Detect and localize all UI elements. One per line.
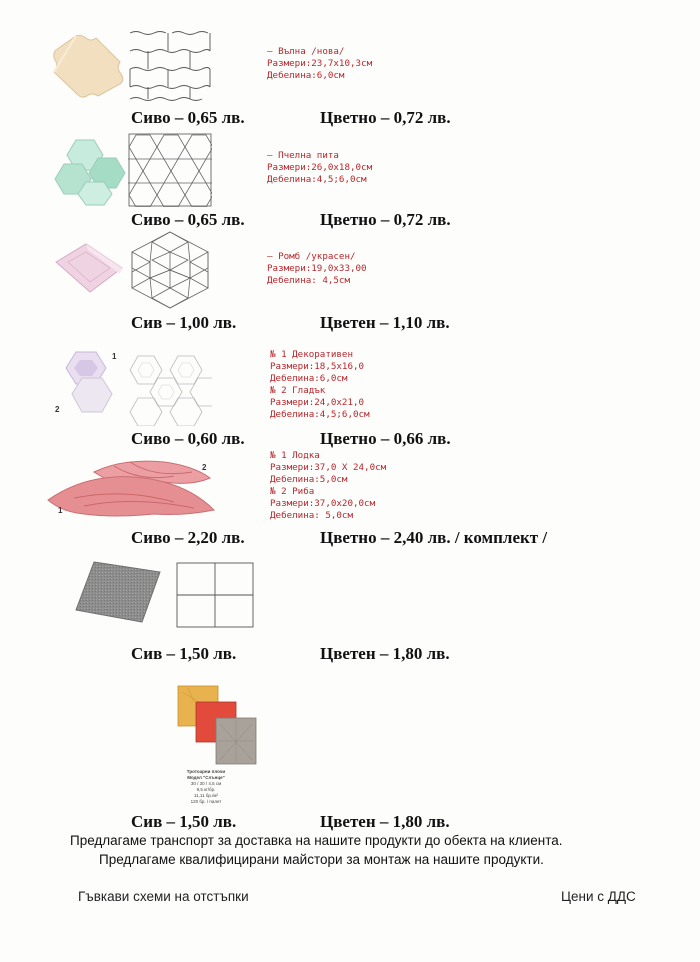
hexagon-tile-photo: [58, 350, 116, 416]
hexagon-price-grey: Сиво – 0,60 лв.: [131, 429, 245, 448]
vat-footer-text: Цени с ДДС: [561, 889, 636, 904]
boat-fish-spec-line: Дебелина: 5,0см: [270, 510, 353, 521]
hexagon-marker-1: 1: [112, 352, 117, 361]
boat-fish-spec-line: № 1 Лодка: [270, 450, 320, 461]
rhombus-spec-line: Дебелина: 4,5см: [267, 275, 350, 286]
boat-fish-tile-photo: [44, 452, 220, 524]
boat-fish-marker-1: 1: [58, 506, 63, 515]
hexagon-spec-line: Размери:24,0х21,0: [270, 397, 365, 408]
wave-spec-line: Дебелина:6,0см: [267, 70, 345, 81]
honeycomb-spec-line: Дебелина:4,5;6,0см: [267, 174, 367, 185]
hexagon-marker-2: 2: [55, 405, 60, 414]
sun-caption-line: 11,11 бр./м²: [193, 793, 219, 798]
boat-fish-price-grey: Сиво – 2,20 лв.: [131, 528, 245, 547]
sun-tile-photo: [174, 684, 260, 768]
boat-fish-spec-line: Дебелина:5,0см: [270, 474, 348, 485]
honeycomb-price-grey: Сиво – 0,65 лв.: [131, 210, 245, 229]
sun-caption-line: Тротоарни плочи: [186, 769, 226, 774]
boat-fish-spec-line: Размери:37,0 Х 24,0см: [270, 462, 387, 473]
sun-caption-line: 9,5 кг/бр.: [196, 787, 216, 792]
honeycomb-spec-line: Размери:26,0х18,0см: [267, 162, 373, 173]
rhombus-pattern-diagram: [128, 230, 212, 310]
square-price-color: Цветен – 1,80 лв.: [320, 644, 450, 663]
hexagon-pattern-diagram: [128, 354, 212, 426]
honeycomb-price-color: Цветно – 0,72 лв.: [320, 210, 451, 229]
hexagon-spec-line: Дебелина:6,0см: [270, 373, 348, 384]
discount-footer-text: Гъвкави схеми на отстъпки: [78, 889, 249, 904]
rhombus-price-grey: Сив – 1,00 лв.: [131, 313, 237, 332]
wave-price-color: Цветно – 0,72 лв.: [320, 108, 451, 127]
honeycomb-tile-photo: [50, 136, 126, 206]
honeycomb-spec-line: – Пчелна пита: [267, 150, 339, 161]
rhombus-tile-photo: [52, 240, 126, 296]
boat-fish-marker-2: 2: [202, 463, 207, 472]
sun-caption-line: 30 / 30 / 4,5 см: [190, 781, 222, 786]
boat-fish-spec-line: Размери:37,0х20,0см: [270, 498, 376, 509]
wave-price-grey: Сиво – 0,65 лв.: [131, 108, 245, 127]
wave-tile-photo: [50, 32, 126, 98]
sun-caption-line: 120 бр. / палет: [190, 799, 222, 804]
installation-note: Предлагаме квалифицирани майстори за монтаж на нашите продукти.: [99, 852, 544, 867]
honeycomb-pattern-diagram: [128, 133, 212, 207]
boat-fish-price-color: Цветно – 2,40 лв. / комплект /: [320, 528, 548, 547]
square-pattern-diagram: [176, 562, 254, 628]
rhombus-spec-line: – Ромб /украсен/: [267, 251, 356, 262]
transport-note: Предлагаме транспорт за доставка на нашите продукти до обекта на клиента.: [70, 833, 563, 848]
hexagon-spec-line: № 2 Гладък: [270, 385, 326, 396]
hexagon-price-color: Цветно – 0,66 лв.: [320, 429, 451, 448]
sun-caption-line: Модел "Слънце": [187, 775, 225, 780]
sun-price-color: Цветен – 1,80 лв.: [320, 812, 450, 831]
hexagon-spec-line: Размери:18,5х16,0: [270, 361, 365, 372]
hexagon-spec-line: № 1 Декоративен: [270, 349, 353, 360]
sun-price-grey: Сив – 1,50 лв.: [131, 812, 237, 831]
square-tile-photo: [72, 560, 164, 624]
rhombus-spec-line: Размери:19,0х33,00: [267, 263, 367, 274]
hexagon-spec-line: Дебелина:4,5;6,0см: [270, 409, 370, 420]
square-price-grey: Сив – 1,50 лв.: [131, 644, 237, 663]
wave-spec-line: – Вълна /нова/: [267, 46, 345, 57]
rhombus-price-color: Цветен – 1,10 лв.: [320, 313, 450, 332]
wave-pattern-diagram: [128, 29, 212, 101]
boat-fish-spec-line: № 2 Риба: [270, 486, 315, 497]
wave-spec-line: Размери:23,7х10,3см: [267, 58, 373, 69]
